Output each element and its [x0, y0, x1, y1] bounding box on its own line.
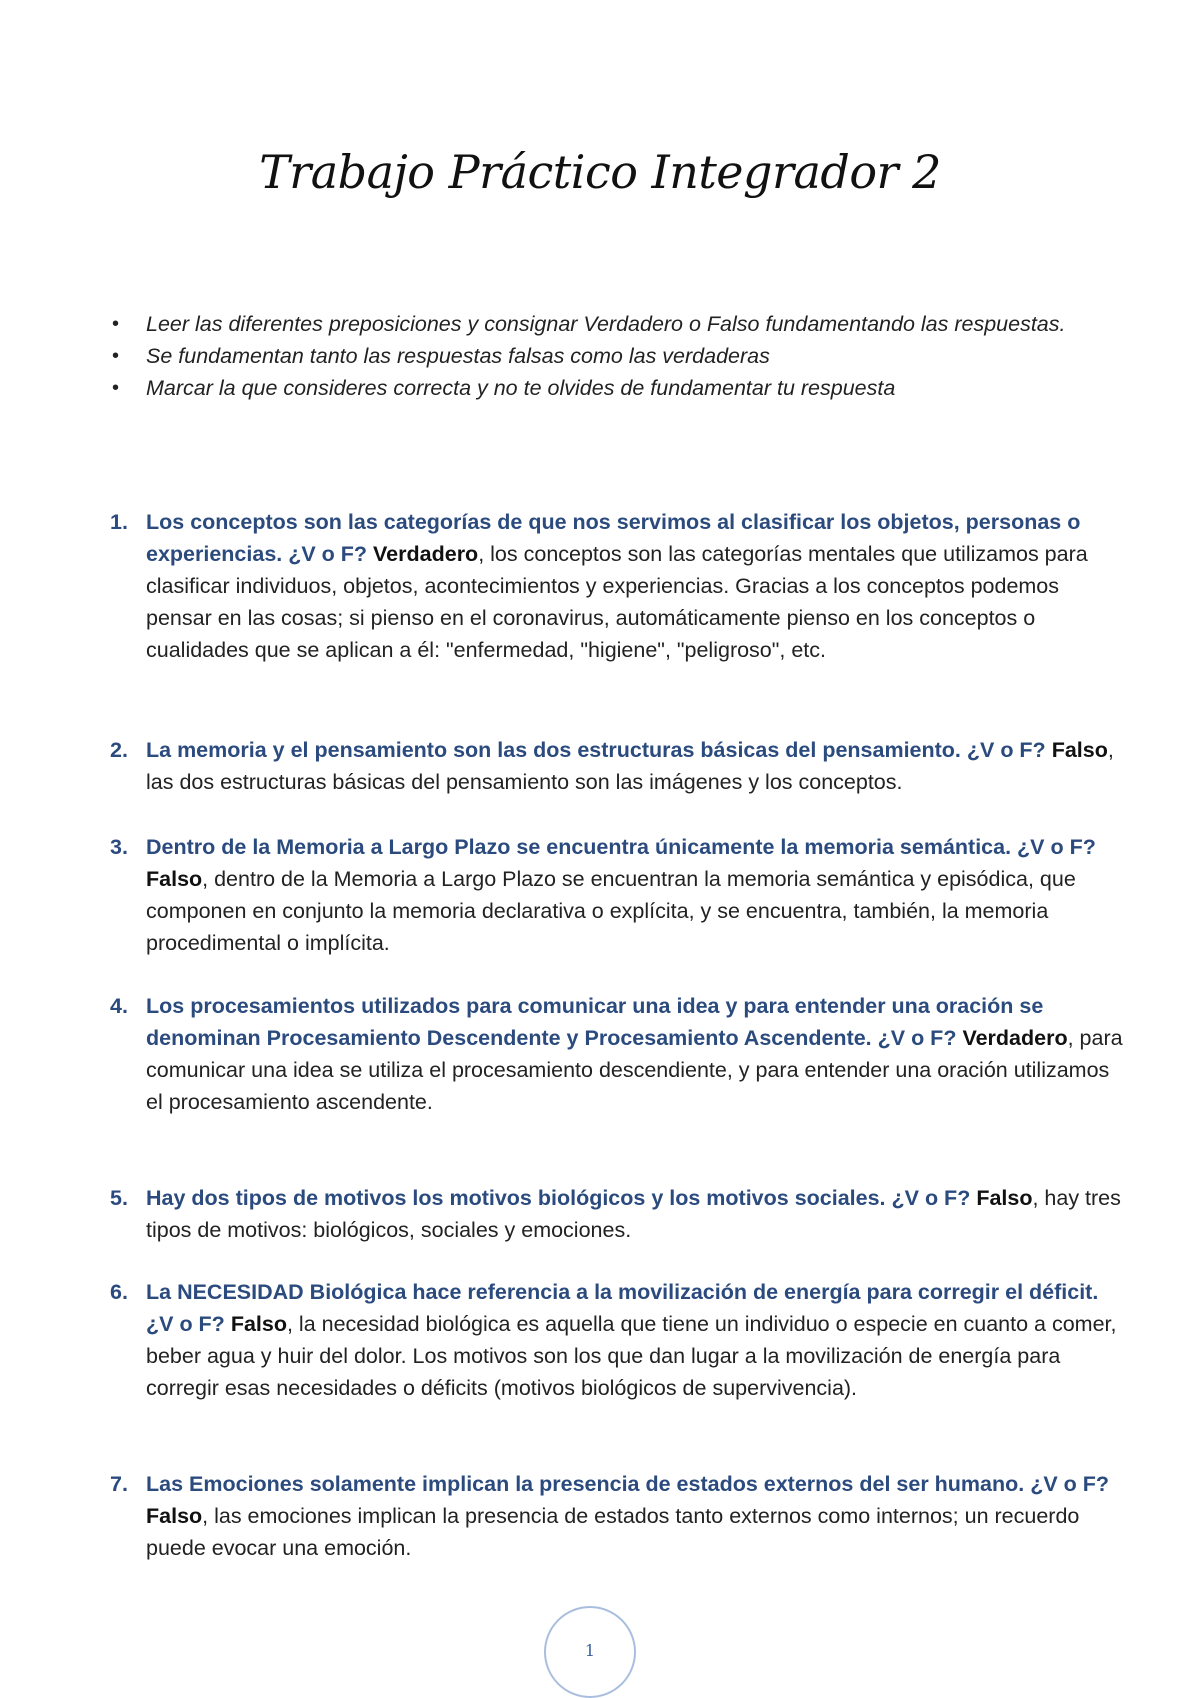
page-number: 1 [584, 1641, 596, 1660]
question-explanation: , para comunicar una idea se utiliza el procesamiento descendiente, y para entender una oración utilizamos el procesamiento ascendente. [146, 1026, 1123, 1114]
question-text: Hay dos tipos de motivos los motivos biológicos y los motivos sociales. ¿V o F? [146, 1186, 971, 1210]
question-explanation: , hay tres tipos de motivos: biológicos, sociales y emociones. [146, 1186, 1121, 1242]
question-verdict: Falso [1051, 738, 1108, 762]
question-text: Las Emociones solamente implican la presencia de estados externos del ser humano. ¿V o F? [146, 1472, 1110, 1496]
question-verdict: Falso [146, 867, 203, 891]
question-item [110, 506, 1130, 666]
question-number: 7. [110, 1472, 128, 1496]
question-verdict: Falso [230, 1312, 287, 1336]
page-number-badge [544, 1606, 636, 1698]
question-text: La memoria y el pensamiento son las dos estructuras básicas del pensamiento. ¿V o F? [146, 738, 1046, 762]
bullet-icon: • [112, 313, 120, 335]
bullet-icon: • [112, 377, 120, 399]
instructions-list [110, 308, 1070, 404]
question-verdict: Falso [976, 1186, 1033, 1210]
question-number: 2. [110, 738, 128, 762]
question-text: Dentro de la Memoria a Largo Plazo se encuentra únicamente la memoria semántica. ¿V o F? [146, 835, 1096, 859]
bullet-icon: • [112, 345, 120, 367]
question-explanation: , la necesidad biológica es aquella que tiene un individuo o especie en cuanto a comer, beber agua y huir del dolor. Los motivos son los que dan lugar a la movilización de energía para corregir esas necesidades o déficits (motivos biológicos de supervivencia). [146, 1312, 1117, 1400]
question-text: La NECESIDAD Biológica hace referencia a la movilización de energía para corregir el déficit. ¿V o F? [146, 1280, 1099, 1336]
question-number: 5. [110, 1186, 128, 1210]
question-number: 4. [110, 994, 128, 1018]
question-item [110, 1276, 1130, 1404]
document-title: Trabajo Práctico Integrador 2 [259, 145, 941, 199]
question-explanation: , las emociones implican la presencia de estados tanto externos como internos; un recuerdo puede evocar una emoción. [146, 1504, 1080, 1560]
instruction-item: • Se fundamentan tanto las respuestas falsas como las verdaderas [110, 340, 1070, 372]
question-explanation: , las dos estructuras básicas del pensamiento son las imágenes y los conceptos. [146, 738, 1114, 794]
question-explanation: , dentro de la Memoria a Largo Plazo se encuentran la memoria semántica y episódica, que componen en conjunto la memoria declarativa o explícita, y se encuentra, también, la memoria procedimental o implícita. [146, 867, 1076, 955]
question-item [110, 831, 1130, 959]
question-text: Los procesamientos utilizados para comunicar una idea y para entender una oración se denominan Procesamiento Descendente y Procesamiento Ascendente. ¿V o F? [146, 994, 1044, 1050]
question-item [110, 990, 1130, 1118]
instruction-item: • Leer las diferentes preposiciones y consignar Verdadero o Falso fundamentando las respuestas. [110, 308, 1070, 340]
question-item [110, 1182, 1130, 1246]
instruction-item: • Marcar la que consideres correcta y no te olvides de fundamentar tu respuesta [110, 372, 1070, 404]
question-number: 3. [110, 835, 128, 859]
question-number: 1. [110, 510, 128, 534]
question-item [110, 1468, 1130, 1564]
question-verdict: Verdadero [962, 1026, 1068, 1050]
question-verdict: Falso [146, 1504, 203, 1528]
question-number: 6. [110, 1280, 128, 1304]
question-verdict: Verdadero [373, 542, 479, 566]
question-explanation: , los conceptos son las categorías mentales que utilizamos para clasificar individuos, objetos, acontecimientos y experiencias. Gracias a los conceptos podemos pensar en las cosas; si pienso en el coronavirus, automáticamente pienso en los conceptos o cualidades que se aplican a él: "enfermedad, "higiene", "peligroso", etc. [146, 542, 1088, 662]
question-item [110, 734, 1130, 798]
question-text: Los conceptos son las categorías de que nos servimos al clasificar los objetos, personas o experiencias. ¿V o F? [146, 510, 1081, 566]
